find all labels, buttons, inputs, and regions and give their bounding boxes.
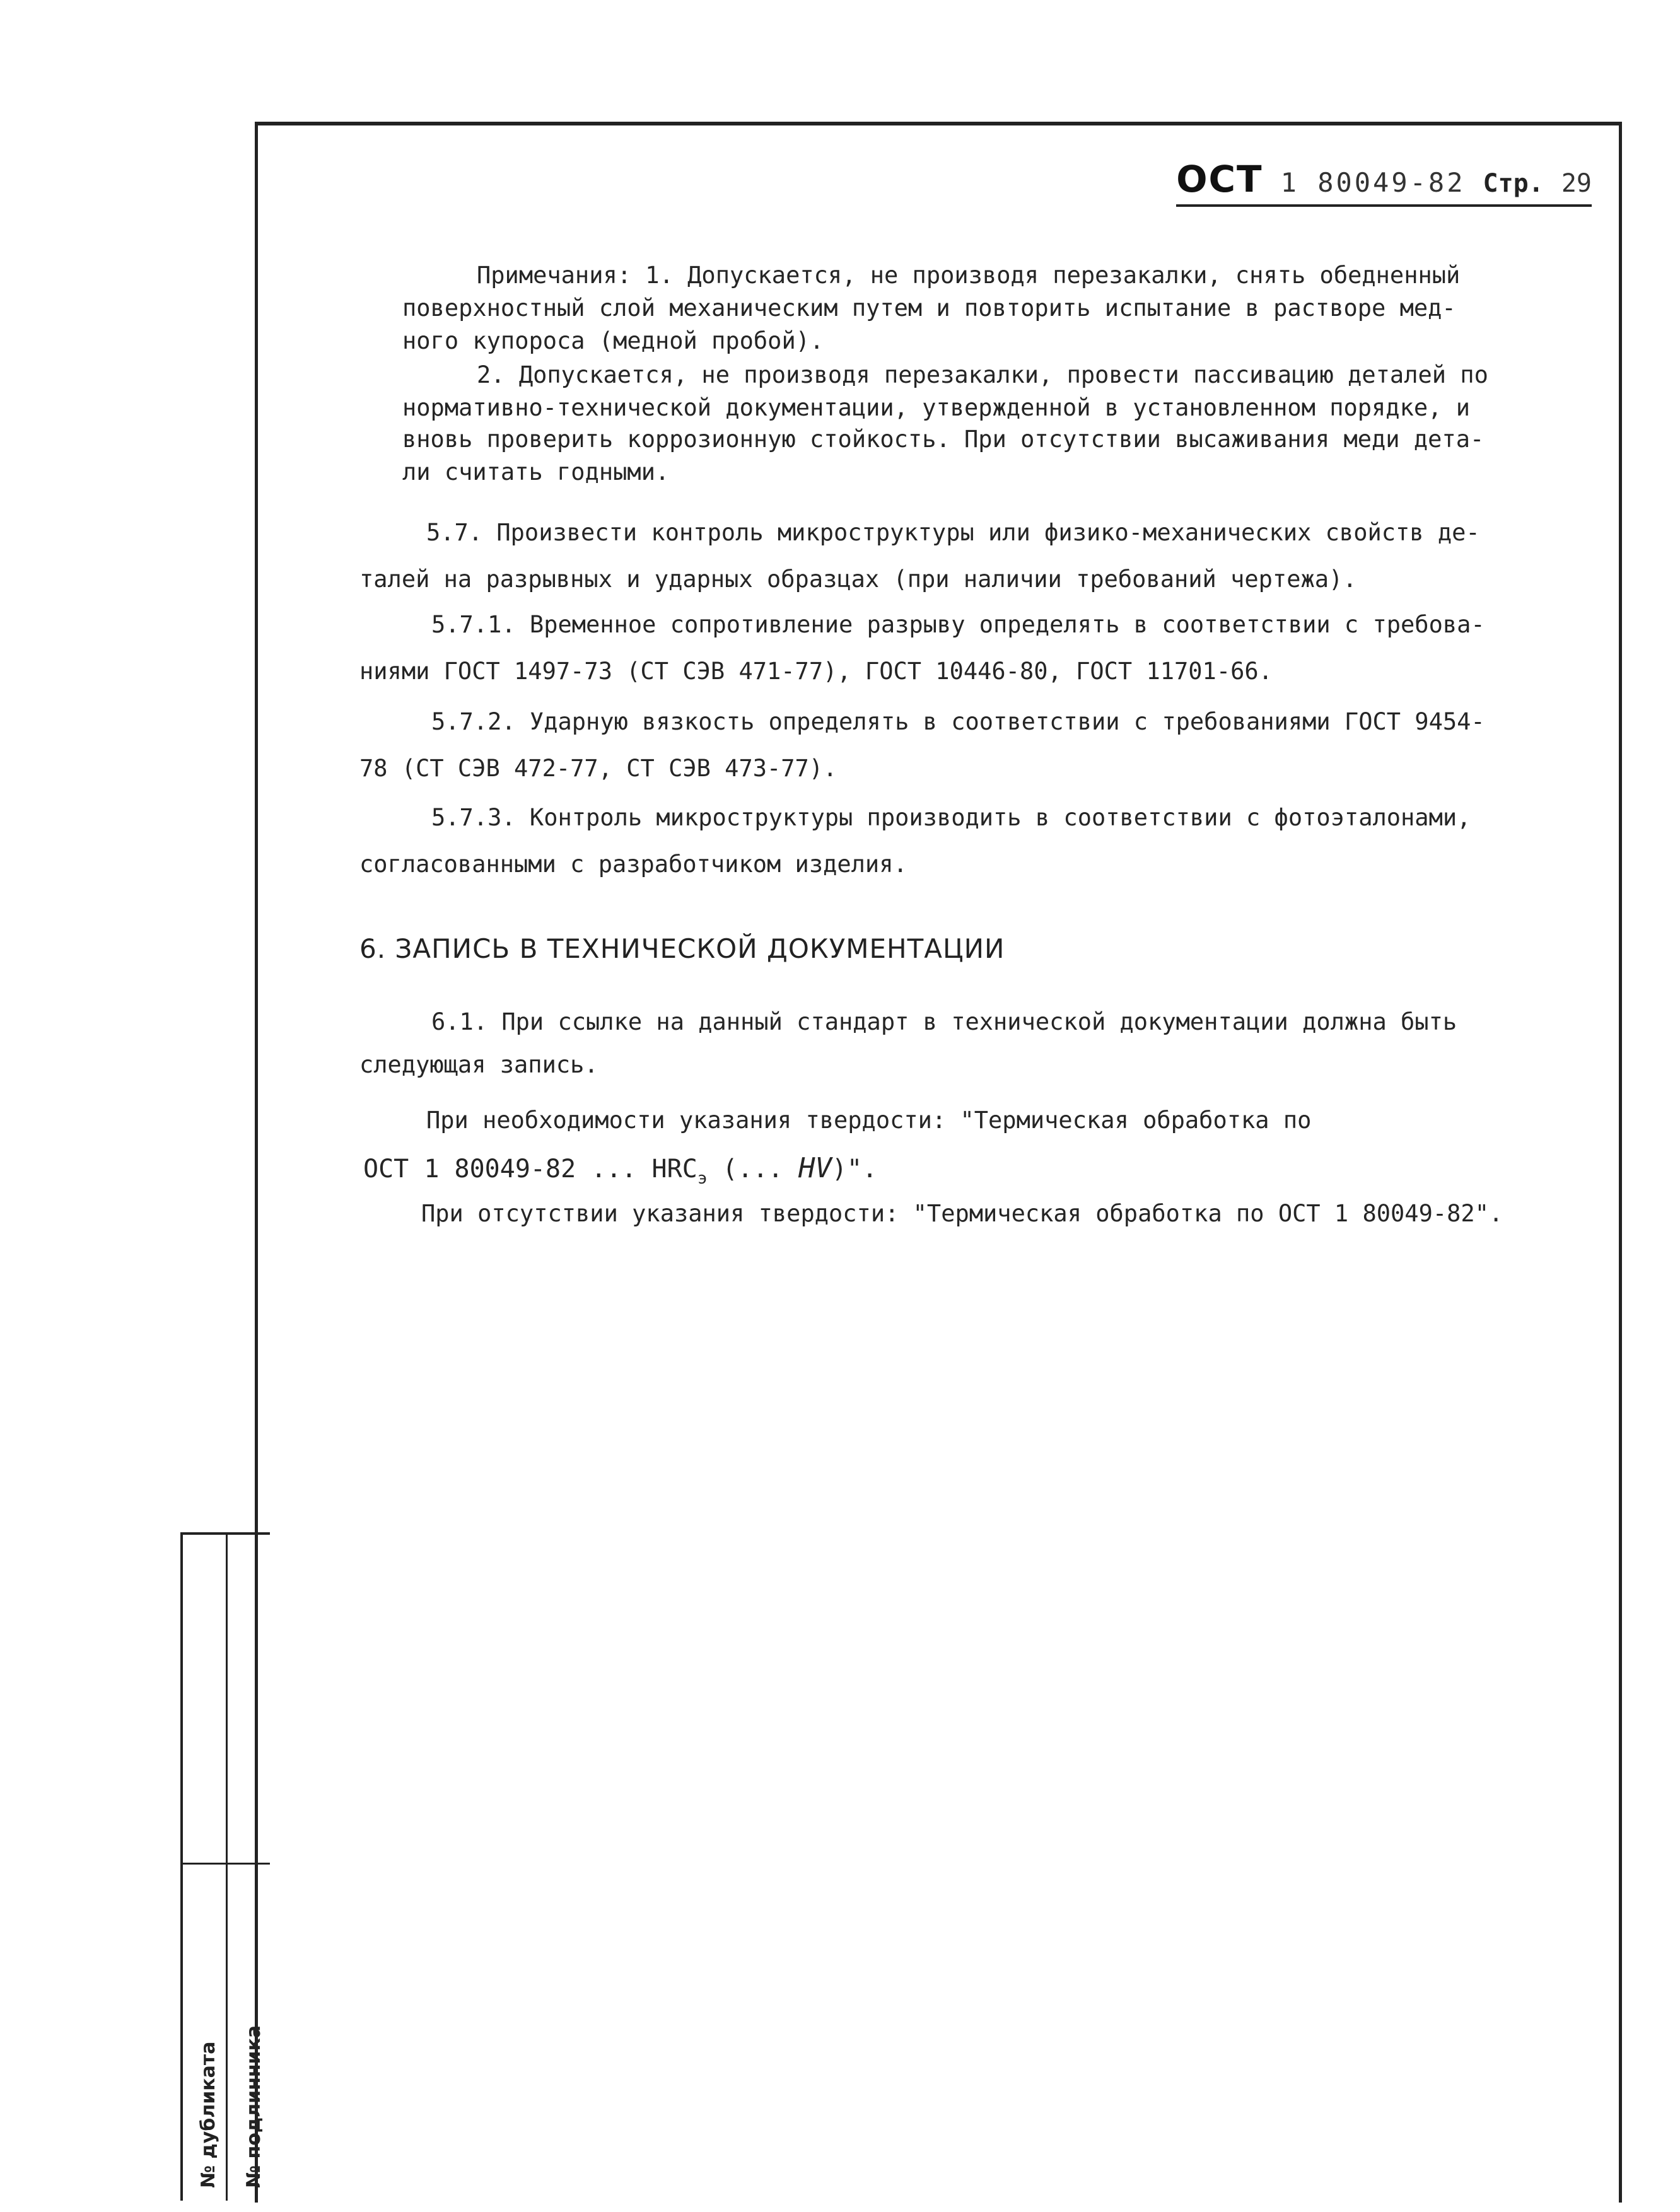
s5-7-3-line-1: 5.7.3. Контроль микроструктуры производить в соответствии с фотоэталонами, [431, 804, 1471, 831]
document-header [1176, 158, 1592, 207]
s6-no-hardness-line: При отсутствии указания твердости: "Термическая обработка по ОСТ 1 80049-82". [421, 1200, 1503, 1227]
hv-symbol: HV [798, 1152, 832, 1184]
s6-1-line-1: 6.1. При ссылке на данный стандарт в технической документации должна быть [431, 1008, 1457, 1035]
ost-mark: ОСТ [1176, 158, 1263, 201]
ost-reference: ОСТ 1 80049-82 ... HRC [363, 1155, 697, 1184]
notes-line-6: вновь проверить коррозионную стойкость. При отсутствии высаживания меди дета- [402, 426, 1485, 453]
s5-7-line-2: талей на разрывных и ударных образцах (при наличии требований чертежа). [359, 566, 1357, 593]
page-number: 29 [1561, 169, 1592, 198]
s6-1-line-2: следующая запись. [359, 1051, 598, 1078]
ost-number: 1 80049-82 [1280, 167, 1466, 198]
s5-7-1-line-1: 5.7.1. Временное сопротивление разрыву определять в соответствии с требова- [431, 611, 1485, 638]
section-6-heading: 6. ЗАПИСЬ В ТЕХНИЧЕСКОЙ ДОКУМЕНТАЦИИ [359, 933, 1005, 964]
duplicate-number-label: № дубликата [197, 2041, 219, 2188]
s5-7-3-line-2: согласованными с разработчиком изделия. [359, 851, 907, 878]
hv-open: (... [707, 1155, 798, 1184]
notes-line-2: поверхностный слой механическим путем и повторить испытание в растворе мед- [402, 294, 1456, 322]
s5-7-line-1: 5.7. Произвести контроль микроструктуры или физико-механических свойств де- [426, 519, 1480, 546]
notes-line-5: нормативно-технической документации, утвержденной в установленном порядке, и [402, 394, 1470, 421]
notes-line-4: 2. Допускается, не производя перезакалки, провести пассивацию деталей по [477, 361, 1488, 388]
notes-line-1: Примечания: 1. Допускается, не производя перезакалки, снять обедненный [477, 262, 1461, 289]
stamp-strip [180, 1532, 270, 2201]
notes-line-3: ного купороса (медной пробой). [402, 327, 824, 354]
page-label: Стр. [1483, 169, 1544, 198]
hrc-subscript: э [697, 1169, 708, 1188]
s6-hardness-line-1: При необходимости указания твердости: "Термическая обработка по [426, 1107, 1312, 1134]
notes-line-7: ли считать годными. [402, 458, 670, 486]
stamp-row-divider [183, 1863, 270, 1865]
stamp-column-divider [226, 1535, 228, 2201]
hv-close: )". [831, 1155, 878, 1184]
s5-7-2-line-2: 78 (СТ СЭВ 472-77, СТ СЭВ 473-77). [359, 755, 837, 782]
original-number-label: № подлинника [243, 2025, 265, 2188]
s6-hardness-line-2 [363, 1153, 877, 1194]
s5-7-2-line-1: 5.7.2. Ударную вязкость определять в соответствии с требованиями ГОСТ 9454- [431, 708, 1485, 735]
s5-7-1-line-2: ниями ГОСТ 1497-73 (СТ СЭВ 471-77), ГОСТ 10446-80, ГОСТ 11701-66. [359, 658, 1273, 685]
